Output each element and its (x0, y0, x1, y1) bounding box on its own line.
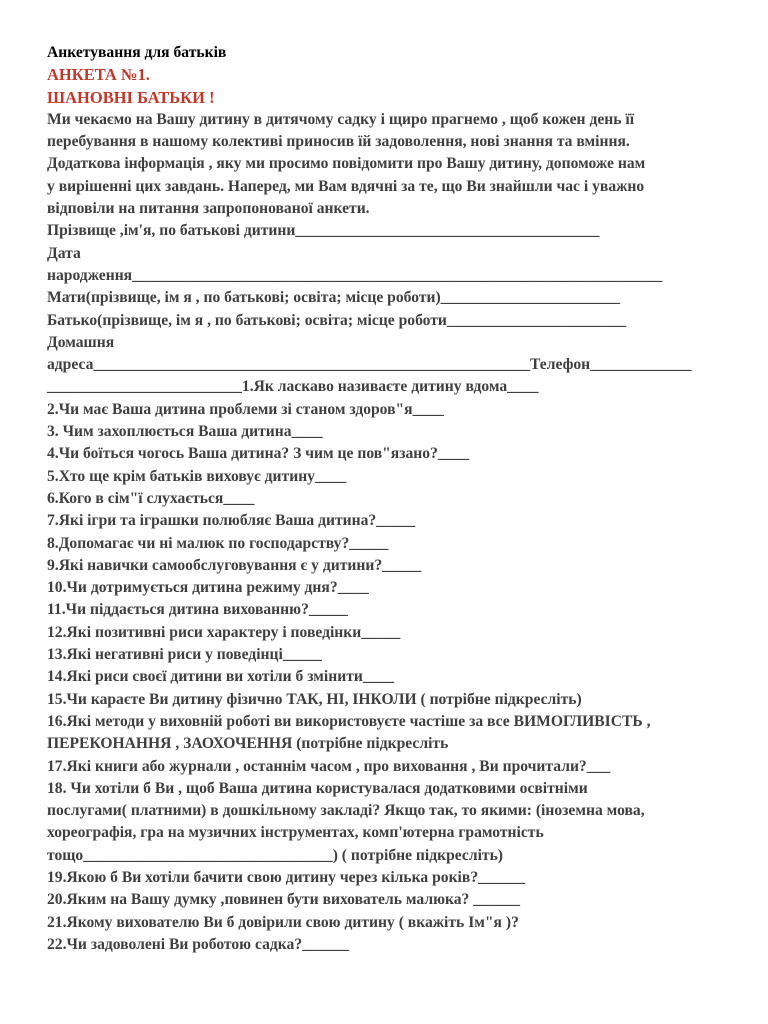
home-address-label: Домашня (47, 333, 115, 351)
mother-field: Мати(прізвище, ім я , по батькові; освіта; місце роботи)_______________________ (47, 289, 620, 307)
intro-line: Ми чекаємо на Вашу дитину в дитячому садку і щиро прагнемо , щоб кожен день її (47, 110, 635, 128)
question-18-cont: тощо________________________________) ( потрібне підкресліть) (47, 846, 504, 864)
intro-line: перебування в нашому колективі приносив їй задоволення, нові знання та вміння. (47, 133, 630, 151)
question-6: 6.Кого в сім"ї слухається____ (47, 489, 255, 507)
address-phone-field: адреса________________________________________________________Телефон_____________ (47, 356, 692, 374)
question-18-cont: послугами( платними) в дошкільному закладі? Якщо так, то якими: (іноземна мова, (47, 802, 645, 820)
question-4: 4.Чи боїться чогось Ваша дитина? З чим це пов"язано?____ (47, 445, 470, 463)
question-9: 9.Які навички самообслуговування є у дитини?_____ (47, 556, 422, 574)
question-21: 21.Якому вихователю Ви б довірили свою дитину ( вкажіть Ім"я )? (47, 913, 519, 931)
intro-line: відповіли на питання запропонованої анкети. (47, 200, 370, 218)
questions-list (47, 220, 727, 956)
birth-date-field: народження____________________________________________________________________ (47, 266, 663, 284)
question-17: 17.Які книги або журнали , останнім часом , про виховання , Ви прочитали?___ (47, 757, 611, 775)
question-18: 18. Чи хотіли б Ви , щоб Ваша дитина користувалася додатковими освітніми (47, 779, 588, 797)
question-18-cont: хореографія, гра на музичних інструментах, комп'ютерна грамотність (47, 824, 544, 842)
question-2: 2.Чи має Ваша дитина проблеми зі станом здоров"я____ (47, 400, 444, 418)
birth-date-label: Дата (47, 244, 81, 262)
question-12: 12.Які позитивні риси характеру і поведінки_____ (47, 623, 401, 641)
questionnaire-number: АНКЕТА №1. (47, 65, 150, 85)
question-11: 11.Чи піддається дитина вихованню?_____ (47, 601, 348, 619)
question-8: 8.Допомагає чи ні малюк по господарству?_____ (47, 534, 389, 552)
greeting: ШАНОВНІ БАТЬКИ ! (47, 87, 215, 107)
document-heading: Анкетування для батьків (47, 44, 227, 61)
question-14: 14.Які риси своєї дитини ви хотіли б змінити____ (47, 668, 395, 686)
father-field: Батько(прізвище, ім я , по батькові; освіта; місце роботи_______________________ (47, 311, 627, 329)
question-5: 5.Хто ще крім батьків виховує дитину____ (47, 467, 347, 485)
child-name-field: Прізвище ,ім'я, по батькові дитини_______________________________________ (47, 222, 600, 240)
question-15: 15.Чи караєте Ви дитину фізично ТАК, НІ, ІНКОЛИ ( потрібне підкресліть) (47, 690, 582, 708)
question-7: 7.Які ігри та іграшки полюбляє Ваша дитина?_____ (47, 512, 416, 530)
intro-paragraph (47, 109, 727, 220)
question-3: 3. Чим захоплюється Ваша дитина____ (47, 423, 323, 441)
questionnaire-page (47, 42, 727, 956)
question-22: 22.Чи задоволені Ви роботою садка?______ (47, 935, 349, 953)
question-10: 10.Чи дотримується дитина режиму дня?____ (47, 579, 369, 597)
intro-line: у вирішенні цих завдань. Наперед, ми Вам вдячні за те, що Ви знайшли час і уважно (47, 177, 645, 195)
intro-line: Додаткова інформація , яку ми просимо повідомити про Вашу дитину, допоможе нам (47, 155, 646, 173)
question-20: 20.Яким на Вашу думку ,повинен бути вихователь малюка? ______ (47, 891, 521, 909)
question-19: 19.Якою б Ви хотіли бачити свою дитину через кілька років?______ (47, 868, 525, 886)
question-1: _________________________1.Як ласкаво називаєте дитину вдома____ (47, 378, 539, 396)
question-16: 16.Які методи у виховній роботі ви використовуєте частіше за все ВИМОГЛИВІСТЬ , (47, 712, 651, 730)
question-13: 13.Які негативні риси у поведінці_____ (47, 646, 322, 664)
question-16-cont: ПЕРЕКОНАННЯ , ЗАОХОЧЕННЯ (потрібне підкресліть (47, 735, 449, 753)
